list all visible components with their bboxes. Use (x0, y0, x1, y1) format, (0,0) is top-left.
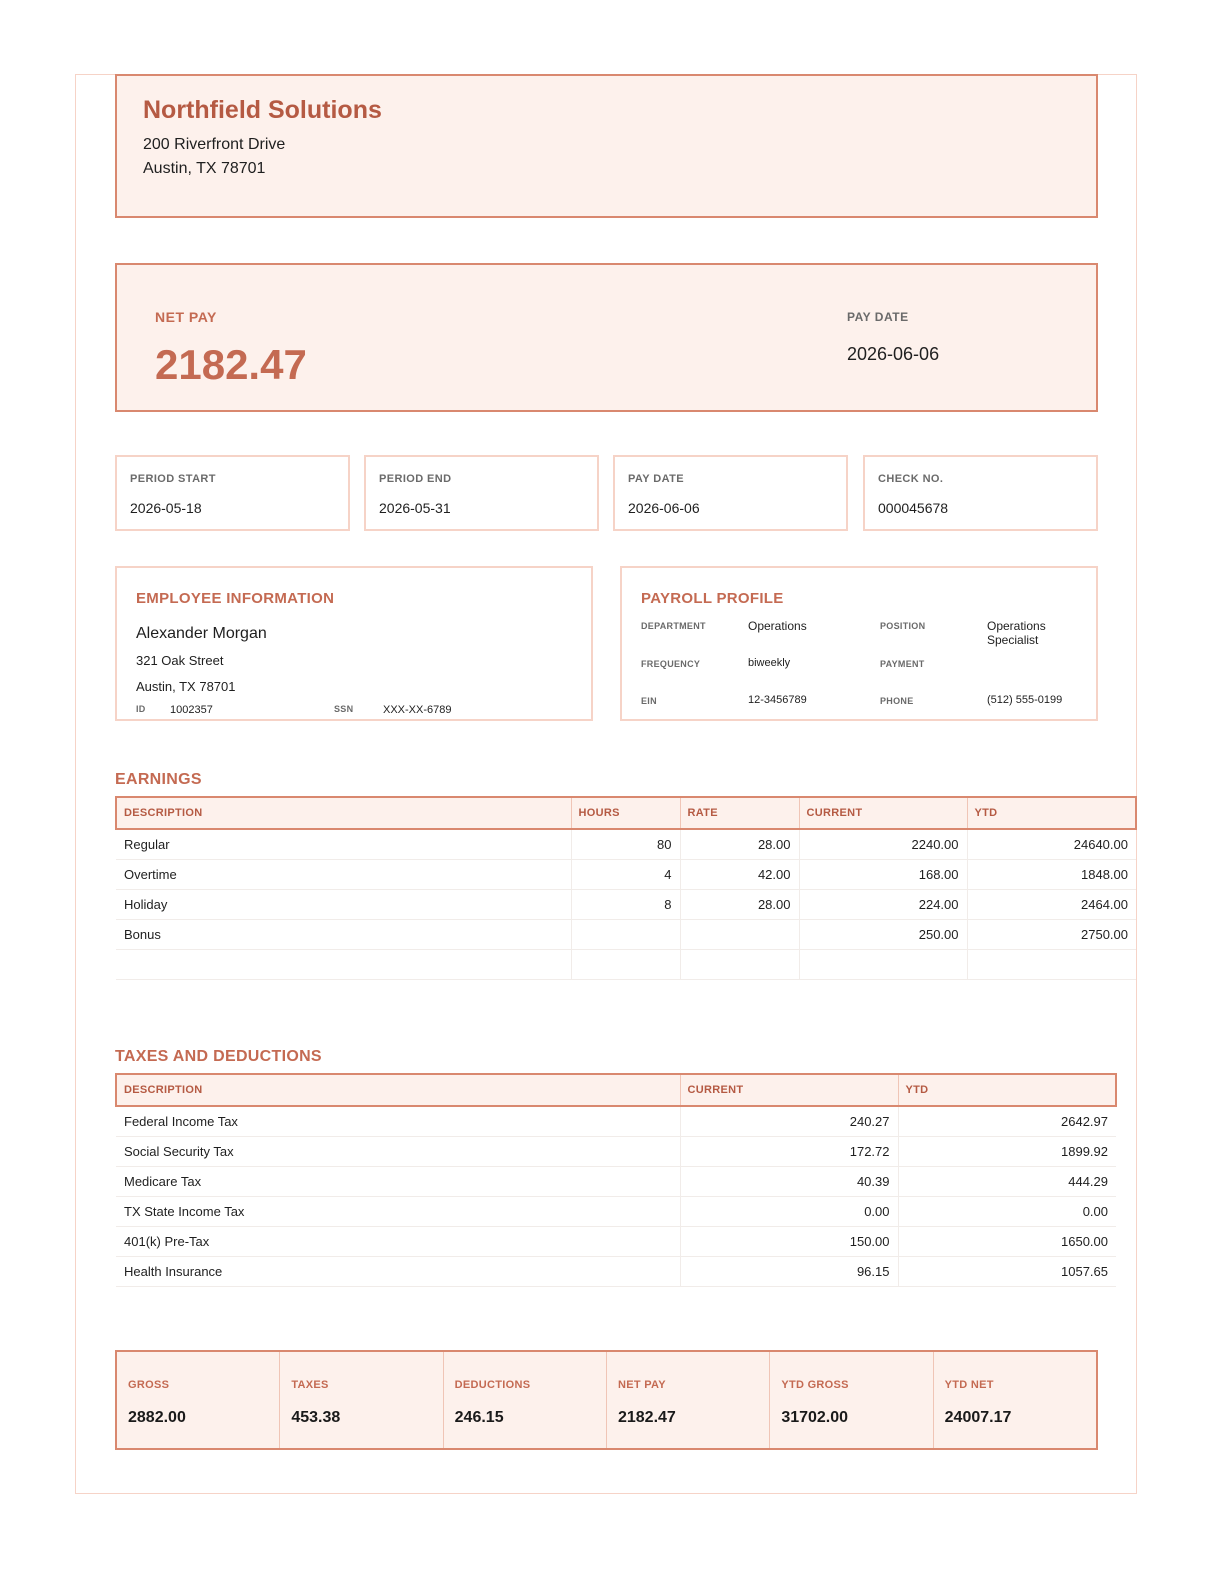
company-address-line2: Austin, TX 78701 (143, 160, 266, 177)
summary-label: YTD NET (944, 1379, 994, 1391)
earning-current (799, 950, 967, 980)
employee-address-line2: Austin, TX 78701 (136, 679, 236, 694)
earning-description: Holiday (116, 890, 571, 920)
table-row (116, 1167, 1116, 1197)
info-card-label: CHECK NO. (878, 473, 944, 485)
company-name: Northfield Solutions (143, 96, 382, 124)
net-pay-value: 2182.47 (155, 341, 307, 388)
tax-ytd: 2642.97 (898, 1106, 1116, 1137)
position-value: Operations Specialist (987, 619, 1046, 647)
table-row (116, 860, 1136, 890)
info-card-value: 000045678 (878, 500, 949, 516)
summary-value: 453.38 (291, 1409, 341, 1426)
tax-ytd: 1899.92 (898, 1137, 1116, 1167)
earning-description (116, 950, 571, 980)
phone-label: PHONE (880, 696, 914, 706)
summary-value: 31702.00 (781, 1409, 849, 1426)
ein-label: EIN (641, 696, 657, 706)
summary-taxes (279, 1352, 442, 1448)
employee-address-line1: 321 Oak Street (136, 653, 224, 668)
table-row (116, 1137, 1116, 1167)
summary-deductions (443, 1352, 606, 1448)
earning-description: Overtime (116, 860, 571, 890)
taxes-header-ytd: YTD (898, 1074, 1116, 1106)
summary-value: 2182.47 (617, 1409, 676, 1426)
info-card-label: PAY DATE (628, 473, 684, 485)
earnings-table (115, 796, 1137, 980)
summary-label: TAXES (291, 1379, 329, 1391)
pay-summary (115, 1350, 1098, 1450)
tax-current: 172.72 (680, 1137, 898, 1167)
earning-current: 2240.00 (799, 829, 967, 860)
summary-label: YTD GROSS (781, 1379, 849, 1391)
tax-current: 240.27 (680, 1106, 898, 1137)
summary-label: DEDUCTIONS (454, 1379, 531, 1391)
taxes-header-row (116, 1074, 1116, 1106)
info-card-value: 2026-05-31 (379, 500, 451, 516)
tax-description: Federal Income Tax (116, 1106, 680, 1137)
tax-ytd: 1057.65 (898, 1257, 1116, 1287)
table-row (116, 890, 1136, 920)
earnings-header-description: DESCRIPTION (116, 797, 571, 829)
earnings-header-row (116, 797, 1136, 829)
info-card-value: 2026-06-06 (628, 500, 700, 516)
payment-label: PAYMENT (880, 659, 925, 669)
employee-name: Alexander Morgan (136, 625, 267, 642)
earnings-header-hours: HOURS (571, 797, 680, 829)
earning-rate: 28.00 (680, 829, 799, 860)
pay-date-label: PAY DATE (847, 310, 909, 324)
tax-description: Social Security Tax (116, 1137, 680, 1167)
company-address-line1: 200 Riverfront Drive (143, 136, 286, 153)
summary-gross (117, 1352, 279, 1448)
summary-value: 246.15 (454, 1409, 504, 1426)
summary-ytd-gross (769, 1352, 932, 1448)
info-card-value: 2026-05-18 (130, 500, 202, 516)
net-pay-label: NET PAY (155, 309, 217, 325)
earning-hours: 8 (571, 890, 680, 920)
employee-information-title: EMPLOYEE INFORMATION (136, 590, 335, 607)
taxes-header-current: CURRENT (680, 1074, 898, 1106)
taxes-deductions-table (115, 1073, 1117, 1287)
tax-current: 40.39 (680, 1167, 898, 1197)
info-card-period-start (115, 455, 350, 531)
payroll-profile-card (620, 566, 1098, 721)
earnings-title: EARNINGS (115, 771, 202, 788)
tax-description: TX State Income Tax (116, 1197, 680, 1227)
earning-rate: 28.00 (680, 890, 799, 920)
employee-ssn-value: XXX-XX-6789 (383, 704, 452, 716)
info-card-label: PERIOD END (379, 473, 452, 485)
table-row (116, 1197, 1116, 1227)
payroll-profile-title: PAYROLL PROFILE (641, 590, 784, 607)
earning-rate (680, 920, 799, 950)
tax-current: 96.15 (680, 1257, 898, 1287)
earning-current: 168.00 (799, 860, 967, 890)
earning-hours: 80 (571, 829, 680, 860)
earning-description: Bonus (116, 920, 571, 950)
info-card-pay-date (613, 455, 848, 531)
earning-description: Regular (116, 829, 571, 860)
earning-ytd: 24640.00 (967, 829, 1136, 860)
summary-net-pay (606, 1352, 769, 1448)
taxes-deductions-title: TAXES AND DEDUCTIONS (115, 1048, 322, 1065)
tax-description: 401(k) Pre-Tax (116, 1227, 680, 1257)
earning-current: 250.00 (799, 920, 967, 950)
ein-value: 12-3456789 (748, 694, 807, 706)
tax-current: 150.00 (680, 1227, 898, 1257)
tax-description: Health Insurance (116, 1257, 680, 1287)
table-row (116, 1106, 1116, 1137)
employee-ssn-label: SSN (334, 704, 354, 714)
frequency-label: FREQUENCY (641, 659, 701, 669)
summary-label: NET PAY (617, 1379, 666, 1391)
info-card-period-end (364, 455, 599, 531)
tax-ytd: 444.29 (898, 1167, 1116, 1197)
tax-current: 0.00 (680, 1197, 898, 1227)
table-row (116, 950, 1136, 980)
earning-rate (680, 950, 799, 980)
earning-ytd: 2464.00 (967, 890, 1136, 920)
table-row (116, 920, 1136, 950)
earning-ytd: 2750.00 (967, 920, 1136, 950)
summary-value: 2882.00 (128, 1409, 186, 1426)
tax-ytd: 0.00 (898, 1197, 1116, 1227)
summary-ytd-net (933, 1352, 1096, 1448)
table-row (116, 1257, 1116, 1287)
info-card-label: PERIOD START (130, 473, 216, 485)
earning-hours (571, 950, 680, 980)
info-card-check-no (863, 455, 1098, 531)
earnings-header-rate: RATE (680, 797, 799, 829)
pay-date-value: 2026-06-06 (847, 344, 940, 364)
tax-description: Medicare Tax (116, 1167, 680, 1197)
net-pay-panel (115, 263, 1098, 412)
position-label: POSITION (880, 621, 926, 631)
tax-ytd: 1650.00 (898, 1227, 1116, 1257)
earnings-header-current: CURRENT (799, 797, 967, 829)
earning-ytd: 1848.00 (967, 860, 1136, 890)
earning-rate: 42.00 (680, 860, 799, 890)
summary-value: 24007.17 (944, 1409, 1012, 1426)
earnings-header-ytd: YTD (967, 797, 1136, 829)
employee-id-value: 1002357 (170, 704, 213, 716)
earning-ytd (967, 950, 1136, 980)
company-header (115, 74, 1098, 218)
earning-hours: 4 (571, 860, 680, 890)
department-label: DEPARTMENT (641, 621, 706, 631)
employee-id-label: ID (136, 704, 146, 714)
table-row (116, 1227, 1116, 1257)
taxes-header-description: DESCRIPTION (116, 1074, 680, 1106)
table-row (116, 829, 1136, 860)
employee-information-card (115, 566, 593, 721)
earning-hours (571, 920, 680, 950)
summary-label: GROSS (128, 1379, 170, 1391)
frequency-value: biweekly (748, 657, 791, 669)
phone-value: (512) 555-0199 (987, 694, 1063, 706)
earning-current: 224.00 (799, 890, 967, 920)
department-value: Operations (748, 619, 807, 633)
